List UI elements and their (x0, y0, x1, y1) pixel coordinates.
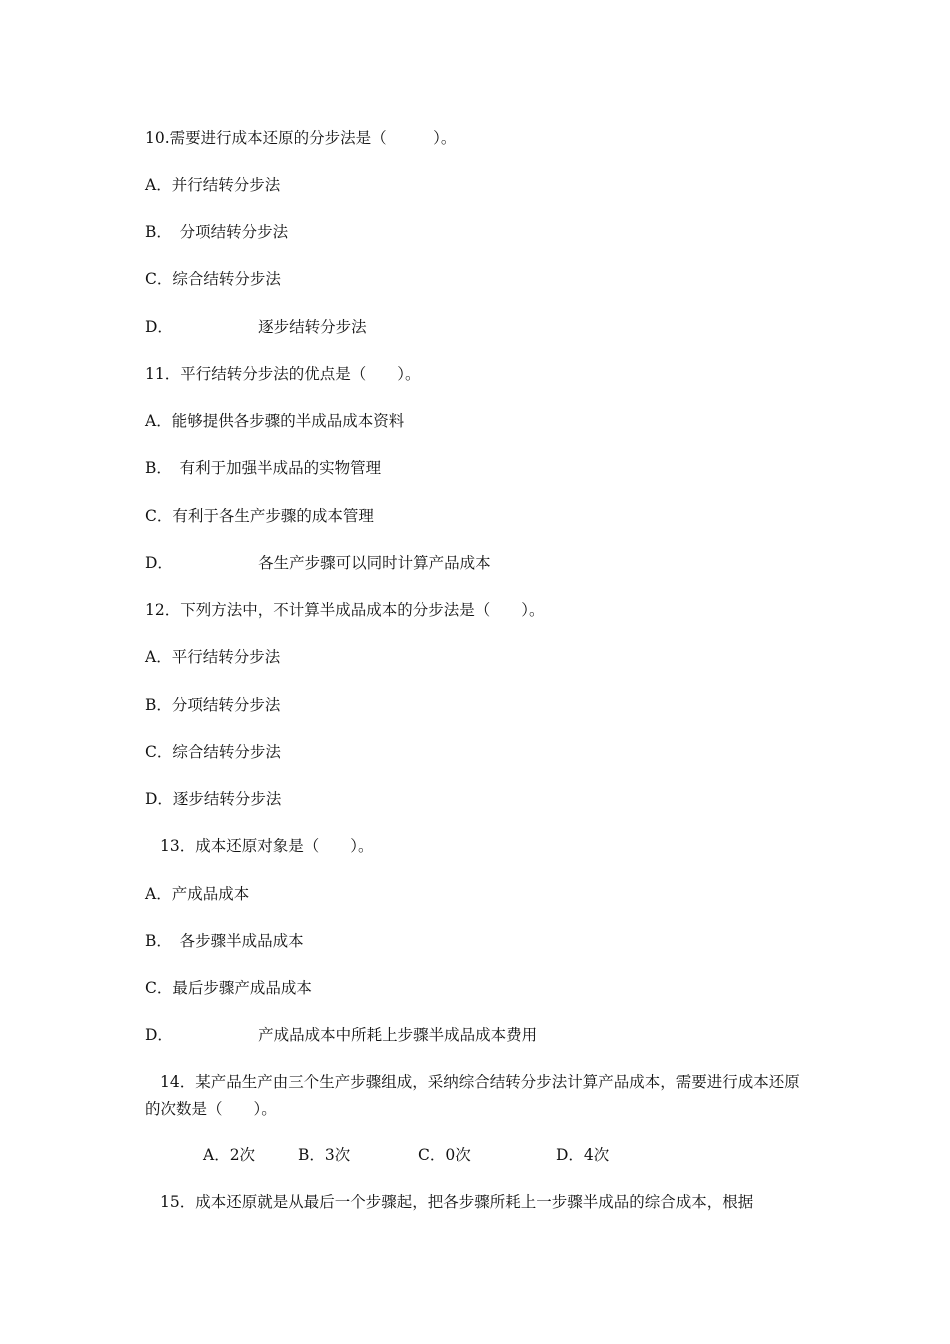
question-14-option-c: C．0次 (418, 1146, 471, 1164)
question-12-option-b: B．分项结转分步法 (145, 696, 281, 714)
question-12-option-d: D．逐步结转分步法 (145, 790, 282, 808)
question-10-stem: 10.需要进行成本还原的分步法是（ ）。 (145, 129, 457, 147)
question-10-option-a: A．并行结转分步法 (145, 176, 281, 194)
question-13-stem: 13．成本还原对象是（ ）。 (160, 837, 374, 855)
question-12-stem: 12．下列方法中，不计算半成品成本的分步法是（ ）。 (145, 601, 545, 619)
question-14-stem: 14．某产品生产由三个生产步骤组成，采纳综合结转分步法计算产品成本，需要进行成本还原的次数是（ ）。 (145, 1073, 800, 1118)
question-12-option-a: A．平行结转分步法 (145, 648, 281, 666)
question-11-stem: 11．平行结转分步法的优点是（ ）。 (145, 365, 421, 383)
question-13-option-d: D． 产成品成本中所耗上步骤半成品成本费用 (145, 1026, 538, 1044)
question-11-option-d: D． 各生产步骤可以同时计算产品成本 (145, 554, 491, 572)
question-11-option-b: B． 有利于加强半成品的实物管理 (145, 459, 382, 477)
question-14-option-d: D．4次 (556, 1146, 610, 1164)
question-10-option-b: B． 分项结转分步法 (145, 223, 289, 241)
question-14-option-b: B．3次 (298, 1146, 351, 1164)
question-15-stem: 15．成本还原就是从最后一个步骤起，把各步骤所耗上一步骤半成品的综合成本，根据 (160, 1193, 754, 1211)
question-13-option-c: C．最后步骤产成品成本 (145, 979, 312, 997)
question-14-option-a: A．2次 (203, 1146, 256, 1164)
question-11-option-c: C．有利于各生产步骤的成本管理 (145, 507, 374, 525)
question-12-option-c: C．综合结转分步法 (145, 743, 281, 761)
question-13-option-b: B． 各步骤半成品成本 (145, 932, 304, 950)
question-11-option-a: A．能够提供各步骤的半成品成本资料 (145, 412, 405, 430)
question-10-option-d: D． 逐步结转分步法 (145, 318, 367, 336)
question-13-option-a: A．产成品成本 (145, 885, 250, 903)
question-10-option-c: C．综合结转分步法 (145, 270, 281, 288)
